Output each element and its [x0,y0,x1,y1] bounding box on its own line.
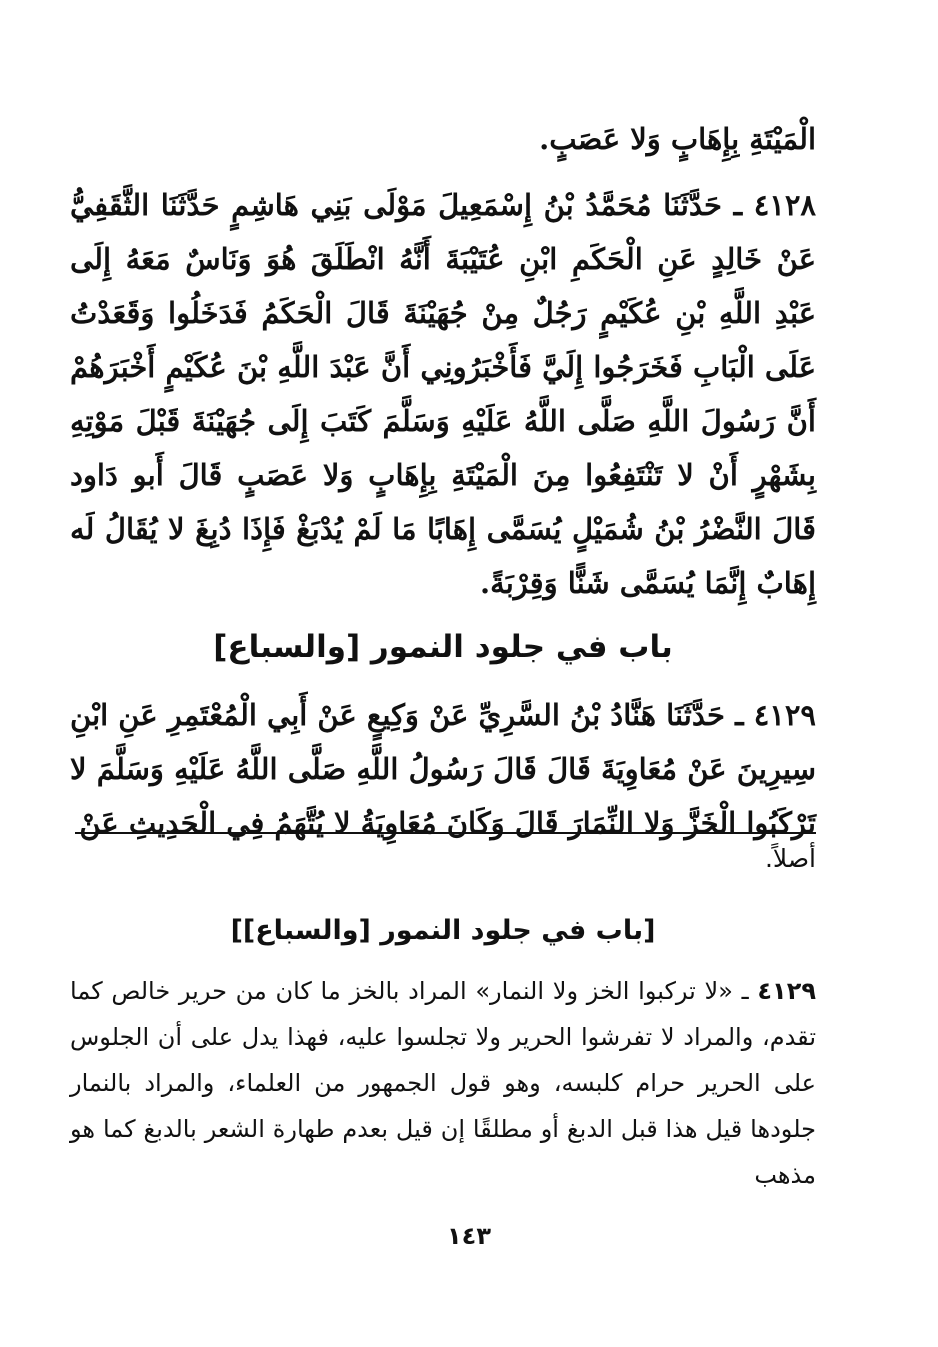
hadith-4128-text: ـ حَدَّثَنَا مُحَمَّدُ بْنُ إِسْمَعِيلَ مَوْلَى بَنِي هَاشِمٍ حَدَّثَنَا الثَّقَفِيُّ عَنْ خَالِدٍ عَنِ الْحَكَمِ ابْنِ عُتَيْبَةَ أَنَّهُ انْطَلَقَ هُوَ وَنَاسٌ مَعَهُ إِلَى عَبْدِ اللَّهِ بْنِ عُكَيْمٍ رَجُلٌ مِنْ جُهَيْنَةَ قَالَ الْحَكَمُ فَدَخَلُوا وَقَعَدْتُ عَلَى الْبَابِ فَخَرَجُوا إِلَيَّ فَأَخْبَرُونِي أَنَّ عَبْدَ اللَّهِ بْنَ عُكَيْمٍ أَخْبَرَهُمْ أَنَّ رَسُولَ اللَّهِ صَلَّى اللَّهُ عَلَيْهِ وَسَلَّمَ كَتَبَ إِلَى جُهَيْنَةَ قَبْلَ مَوْتِهِ بِشَهْرٍ أَنْ لا تَنْتَفِعُوا مِنَ الْمَيْتَةِ بِإِهَابٍ وَلا عَصَبٍ قَالَ أَبو دَاود قَالَ النَّضْرُ بْنُ شُمَيْلٍ يُسَمَّى إِهَابًا مَا لَمْ يُدْبَغْ فَإِذَا دُبِغَ لا يُقَالُ لَه إِهَابٌ إِنَّمَا يُسَمَّى شَنًّا وَقِرْبَةً. [70,188,816,600]
hadith-4129 [70,688,816,850]
commentary-notes [70,832,816,1198]
note-4129-number: ٤١٢٩ [757,977,816,1005]
hadith-4128-number: ٤١٢٨ [753,188,816,222]
chapter-heading: باب في جلود النمور [والسباع] [213,629,673,665]
hadith-main-text [70,112,816,850]
hadith-4128 [70,178,816,610]
hadith-4129-number: ٤١٢٩ [753,698,816,732]
previous-hadith-tail: الْمَيْتَةِ بِإِهَابٍ وَلا عَصَبٍ. [539,122,816,156]
previous-note-tail: أصلاً. [764,844,816,873]
note-4129-text: ـ «لا تركبوا الخز ولا النمار» المراد بالخز ما كان من حرير خالص كما تقدم، والمراد لا تفرشوا الحرير ولا تجلسوا عليه، فهذا يدل على أن الجلوس على الحرير حرام كلبسه، وهو قول الجمهور من العلماء، والمراد بالنمار جلودها قيل هذا قبل الدبغ أو مطلقًا إن قيل بعدم طهارة الشعر بالدبغ كما هو مذهب [70,977,816,1189]
hadith-4129-text: ـ حَدَّثَنَا هَنَّادُ بْنُ السَّرِيِّ عَنْ وَكِيعٍ عَنْ أَبِي الْمُعْتَمِرِ عَنِ ابْنِ سِيرِينَ عَنْ مُعَاوِيَةَ قَالَ قَالَ رَسُولُ اللَّهِ صَلَّى اللَّهُ عَلَيْهِ وَسَلَّمَ لا تَرْكَبُوا الْخَزَّ وَلا النِّمَارَ قَالَ وَكَانَ مُعَاوِيَةُ لا يُتَّهَمُ فِي الْحَدِيثِ عَنْ [70,698,816,840]
note-chapter-heading: [باب في جلود النمور [والسباع]] [230,915,656,946]
note-4129 [70,968,816,1198]
page-number: ١٤٣ [447,1222,491,1250]
